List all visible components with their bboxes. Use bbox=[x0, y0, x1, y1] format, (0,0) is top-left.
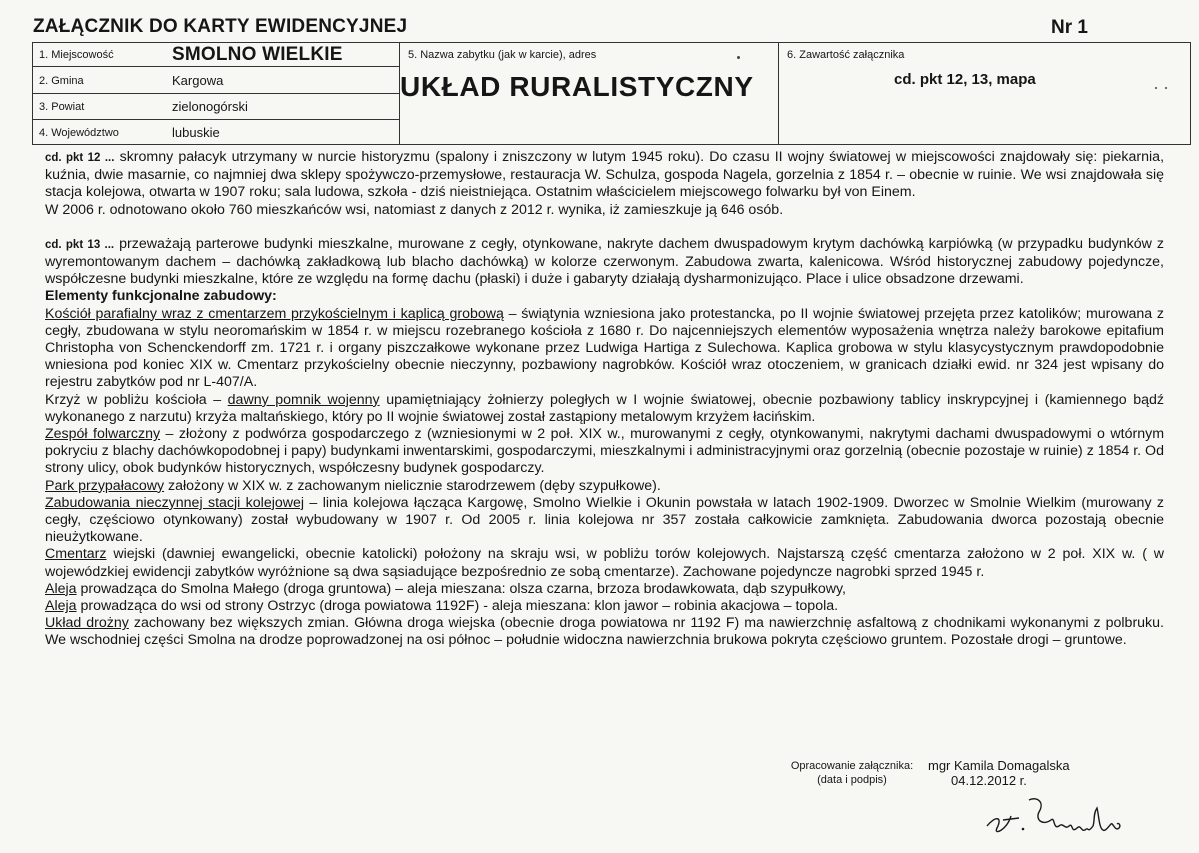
aleja1-text: prowadząca do Smolna Małego (droga gruntowa) – aleja mieszana: olsza czarna, brzoza brodawkowata, dąb szypułkowy, bbox=[76, 580, 846, 597]
aleja1-label: Aleja bbox=[45, 580, 77, 597]
aleja2-text: prowadząca do wsi od strony Ostrzyc (droga powiatowa 1192F) - aleja mieszana: klon jawor – robinia akacjowa – topola. bbox=[76, 598, 839, 615]
zespol-label: Zespół folwarczny bbox=[45, 426, 161, 443]
krzyz-text: upamiętniający żołnierzy poległych w I wojnie światowej, obecnie pozbawiony tablicy inskrypcyjnej i (kamiennego bądź wykonanego z narzutu) krzyża maltańskiego, który po II wojnie światowej został zastąpiony metalowym krzyżem łacińskim. bbox=[45, 391, 1165, 425]
paragraph-zespol bbox=[45, 426, 1164, 478]
stacja-text: – linia kolejowa łącząca Kargowę, Smolno Wielkie i Okunin powstała w latach 1902-1909. Dworzec w Smolnie Wielkim (murowany z cegły, częściowo otynkowany) został wybudowany w 1907 r. Od 2005 r. linia kolejowa nr 357 została całkowicie zamknięta. Zabudowania dworca pozostają obecnie nieużytkowane. bbox=[45, 494, 1165, 546]
column-divider bbox=[778, 43, 779, 144]
cmentarz-label: Cmentarz bbox=[45, 546, 107, 563]
population-text: W 2006 r. odnotowano około 760 mieszkańców wsi, natomiast z danych z 2012 r. wynika, iż zamieszkuje ją 646 osób. bbox=[45, 201, 784, 218]
paragraph-park bbox=[45, 478, 1164, 495]
scan-speck bbox=[1155, 87, 1157, 89]
wojewodztwo-value: lubuskie bbox=[172, 125, 220, 140]
pkt13-prefix: cd. pkt 13 ... bbox=[45, 238, 115, 251]
zawartosc-label: 6. Zawartość załącznika bbox=[787, 49, 905, 61]
opracowanie-label: Opracowanie załącznika: bbox=[790, 760, 914, 772]
document-body bbox=[45, 149, 1164, 650]
paragraph-pkt12 bbox=[45, 149, 1164, 202]
signature-date: 04.12.2012 r. bbox=[951, 773, 1027, 788]
zawartosc-value: cd. pkt 12, 13, mapa bbox=[894, 71, 1036, 88]
powiat-label: 3. Powiat bbox=[39, 101, 85, 113]
row-divider bbox=[33, 119, 399, 120]
miejscowosc-value: SMOLNO WIELKIE bbox=[172, 44, 343, 65]
cmentarz-text: wiejski (dawniej ewangelicki, obecnie katolicki) położony na skraju wsi, w pobliżu torów kolejowych. Najstarszą część cmentarza założono w 2 poł. XIX w. ( w wojewódzkiej ewidencji zabytków wyróżnione są dwa sąsiadujące bezpośrednio ze sobą cmentarze). Zachowane pojedyncze nagrobki sprzed 1945 r. bbox=[45, 546, 1164, 580]
wojewodztwo-label: 4. Województwo bbox=[39, 127, 119, 139]
nazwa-value: UKŁAD RURALISTYCZNY bbox=[400, 71, 754, 102]
kosciol-label: Kościół parafialny wraz z cmentarzem przykościelnym i kaplicą grobową bbox=[45, 305, 504, 322]
author-name: mgr Kamila Domagalska bbox=[928, 758, 1070, 773]
krzyz-label: dawny pomnik wojenny bbox=[227, 391, 380, 408]
gmina-label: 2. Gmina bbox=[39, 75, 84, 87]
krzyz-pre: Krzyż w pobliżu kościoła – bbox=[45, 391, 228, 408]
paragraph-aleja-2 bbox=[45, 598, 1164, 615]
zespol-text: – złożony z podwórza gospodarczego z (wzniesionymi w 2 poł. XIX w., murowanymi z cegły, otynkowanymi, nakrytymi dachami dwuspadowymi o wtórnym pokryciu z blachy dachówkopodobnej i papy) budynkami inwentarskimi, gospodarczymi, mieszkalnymi i administracyjnymi oraz gorzelnią (obecnie pozostaje w ruinie) z 1854 r. Od strony ulicy, obok budynków historycznych, współczesny budynek gospodarczy. bbox=[45, 426, 1165, 477]
paragraph-stacja bbox=[45, 495, 1164, 547]
park-text: założony w XIX w. z zachowanym nielicznie starodrzewem (dęby szypułkowe). bbox=[164, 477, 661, 494]
document-title: ZAŁĄCZNIK DO KARTY EWIDENCYJNEJ bbox=[33, 16, 408, 37]
scan-speck bbox=[1165, 87, 1167, 89]
miejscowosc-label: 1. Miejscowość bbox=[39, 49, 114, 61]
paragraph-aleja-1 bbox=[45, 581, 1164, 598]
paragraph-uklad bbox=[45, 615, 1164, 649]
uklad-label: Układ drożny bbox=[45, 615, 129, 632]
document-number: Nr 1 bbox=[1051, 17, 1088, 38]
nazwa-label: 5. Nazwa zabytku (jak w karcie), adres bbox=[408, 49, 597, 61]
handwritten-signature bbox=[985, 786, 1135, 846]
row-divider bbox=[33, 93, 399, 94]
uklad-text: zachowany bez większych zmian. Główna droga wiejska (obecnie droga powiatowa nr 1192 F) ma nawierzchnię asfaltową z chodnikami wykonanymi z polbruku. We wschodniej części Smolna na drodze poprowadzonej na osi północ – południe widoczna nawierzchnia brukowa pokryta częściowo gruntem. Pozostałe drogi – gruntowe. bbox=[45, 615, 1164, 649]
paragraph-cmentarz bbox=[45, 546, 1164, 580]
data-podpis-label: (data i podpis) bbox=[817, 774, 887, 786]
aleja2-label: Aleja bbox=[45, 598, 77, 615]
pkt13-text: przeważają parterowe budynki mieszkalne, murowane z cegły, otynkowane, nakryte dachem dwuspadowym krytym dachówką karpiówką (w przypadku budynków z wyremontowanym dachem – dachówką zakładkową lub blacho dachówką) w kolorze czerwonym. Zabudowa zwarta, kalenicowa. Wśród historycznej zabudowy pojedyncze, współczesne budynki mieszkalne, które ze względu na formę dachu (płaski) i duże i gabaryty działają dysharmonizująco. Place i ulice obsadzone drzewami. bbox=[45, 235, 1165, 288]
kosciol-text: – świątynia wzniesiona jako protestancka, po II wojnie światowej przejęta przez katolików; murowana z cegły, zbudowana w stylu neoromańskim w 1854 r. w miejscu rozebranego kościoła z 1680 r. Do najcenniejszych elementów wyposażenia wnętrza należy barokowe epitafium Christopha von Schenckendorff zm. 1721 r. i organy piszczałkowe wykonane przez Ludwiga Hartiga z Sulechowa. Kaplica grobowa w stylu klasycystycznym prawdopodobnie wniesiona pod koniec XIX w. Cmentarz przykościelny obecnie nieczynny, pozbawiony nagrobków. Kościół wraz otoczeniem, w granicach działki ewid. nr 324 jest wpisany do rejestru zabytków pod nr L-407/A. bbox=[45, 305, 1165, 391]
paragraph-pkt13 bbox=[45, 236, 1164, 289]
row-divider bbox=[33, 66, 399, 67]
powiat-value: zielonogórski bbox=[172, 99, 248, 114]
gmina-value: Kargowa bbox=[172, 73, 224, 88]
scan-speck bbox=[737, 56, 740, 59]
elements-heading: Elementy funkcjonalne zabudowy: bbox=[45, 288, 277, 305]
pkt12-prefix: cd. pkt 12 ... bbox=[45, 152, 115, 164]
park-label: Park przypałacowy bbox=[45, 477, 165, 494]
paragraph-population bbox=[45, 202, 1164, 219]
spacer bbox=[45, 219, 1164, 236]
paragraph-krzyz bbox=[45, 392, 1164, 426]
header-form-grid bbox=[32, 42, 1191, 145]
stacja-label: Zabudowania nieczynnej stacji kolejowej bbox=[45, 494, 305, 511]
paragraph-kosciol bbox=[45, 306, 1164, 392]
pkt12-text: skromny pałacyk utrzymany w nurcie historyzmu (spalony i zniszczony w lutym 1945 roku). Do czasu II wojny światowej w miejscowości znajdowały się: piekarnia, kuźnia, dwie masarnie, co najmniej dwa sklepy spożywczo-przemysłowe, restauracja W. Schulza, gospoda Nagela, gorzelnia z 1854 r. – obecnie w ruinie. We wsi znajdowała się stacja kolejowa, otwarta w 1907 roku; sala ludowa, szkoła - dziś nieistniejąca. Ostatnim właścicielem miejscowego folwarku był von Einem. bbox=[45, 149, 1165, 201]
